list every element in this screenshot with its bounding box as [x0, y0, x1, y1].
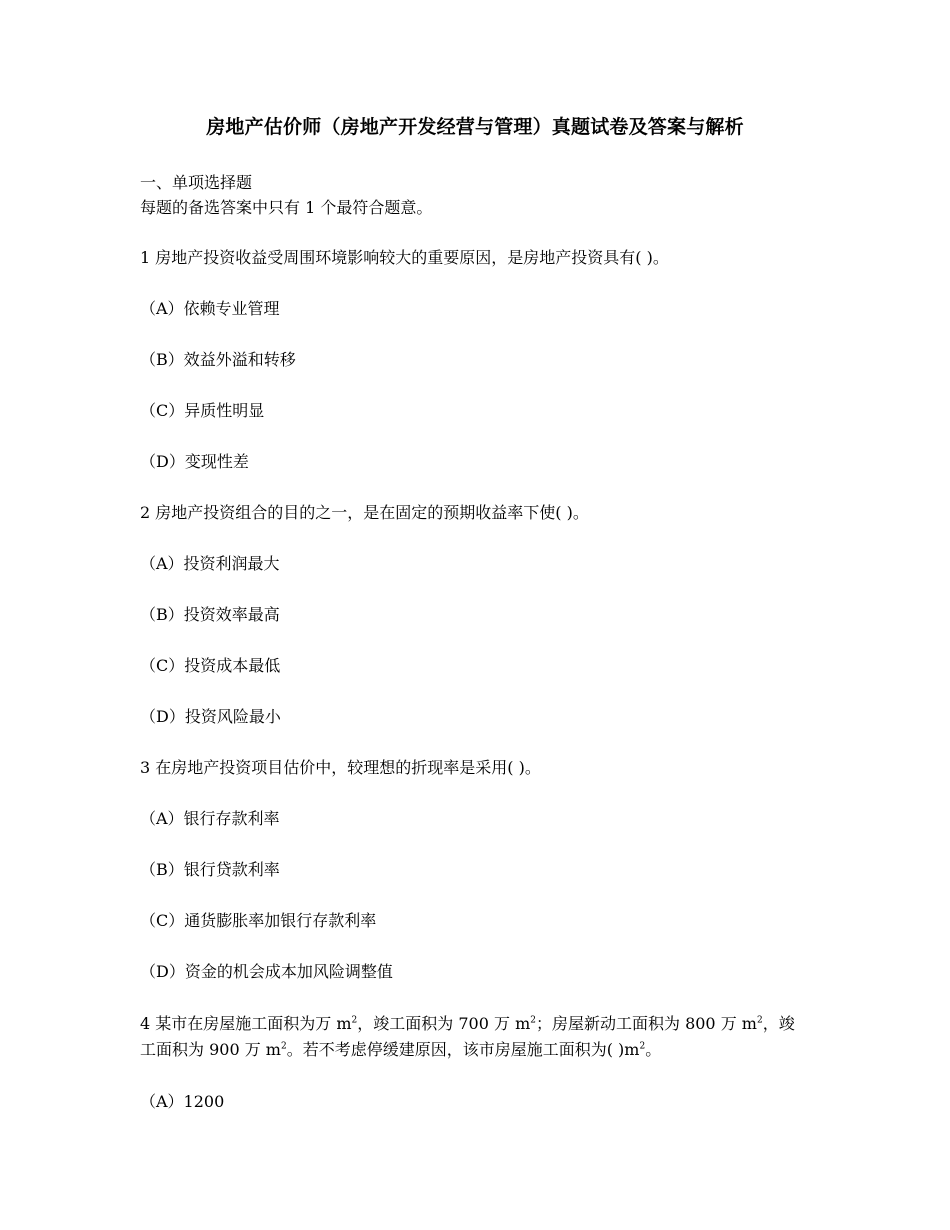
superscript-2: 2 [756, 1015, 763, 1026]
section-instruction: 每题的备选答案中只有 1 个最符合题意。 [140, 198, 433, 217]
question-1-option-b: （B）效益外溢和转移 [140, 350, 296, 369]
question-1-option-c: （C）异质性明显 [140, 401, 265, 420]
document-title: 房地产估价师（房地产开发经营与管理）真题试卷及答案与解析 [206, 116, 744, 138]
question-3-option-a: （A）银行存款利率 [140, 809, 280, 828]
question-4-stem-part-3: ；房屋新动工面积为 800 万 m [535, 1014, 757, 1033]
question-1-option-a: （A）依赖专业管理 [140, 299, 280, 318]
question-2-option-a: （A）投资利润最大 [140, 554, 280, 573]
question-4-stem-part-4: ，竣工面积为 900 万 m [140, 1014, 795, 1059]
superscript-2: 2 [280, 1041, 287, 1052]
section-heading: 一、单项选择题 [140, 173, 253, 192]
question-4-option-a: （A）1200 [140, 1092, 225, 1111]
question-3-stem: 3 在房地产投资项目估价中，较理想的折现率是采用( )。 [140, 758, 541, 777]
question-2-stem: 2 房地产投资组合的目的之一，是在固定的预期收益率下使( )。 [140, 503, 589, 522]
question-2-option-b: （B）投资效率最高 [140, 605, 280, 624]
superscript-2: 2 [639, 1041, 646, 1052]
question-4-stem-part-6: 。 [645, 1040, 662, 1059]
superscript-2: 2 [530, 1015, 536, 1026]
question-4-stem-part-2: ，竣工面积为 700 万 m [357, 1014, 531, 1033]
question-3-option-c: （C）通货膨胀率加银行存款利率 [140, 911, 377, 930]
question-1-stem: 1 房地产投资收益受周围环境影响较大的重要原因，是房地产投资具有( )。 [140, 248, 669, 267]
question-4-stem-part-1: 4 某市在房屋施工面积为万 m [140, 1014, 352, 1033]
question-1-option-d: （D）变现性差 [140, 452, 249, 471]
superscript-2: 2 [351, 1015, 358, 1026]
question-4-stem [140, 1011, 805, 1063]
question-2-option-c: （C）投资成本最低 [140, 656, 281, 675]
question-3-option-b: （B）银行贷款利率 [140, 860, 280, 879]
question-2-option-d: （D）投资风险最小 [140, 707, 281, 726]
question-4-stem-part-5: 。若不考虑停缓建原因，该市房屋施工面积为( )m [286, 1040, 640, 1059]
question-3-option-d: （D）资金的机会成本加风险调整值 [140, 962, 393, 981]
